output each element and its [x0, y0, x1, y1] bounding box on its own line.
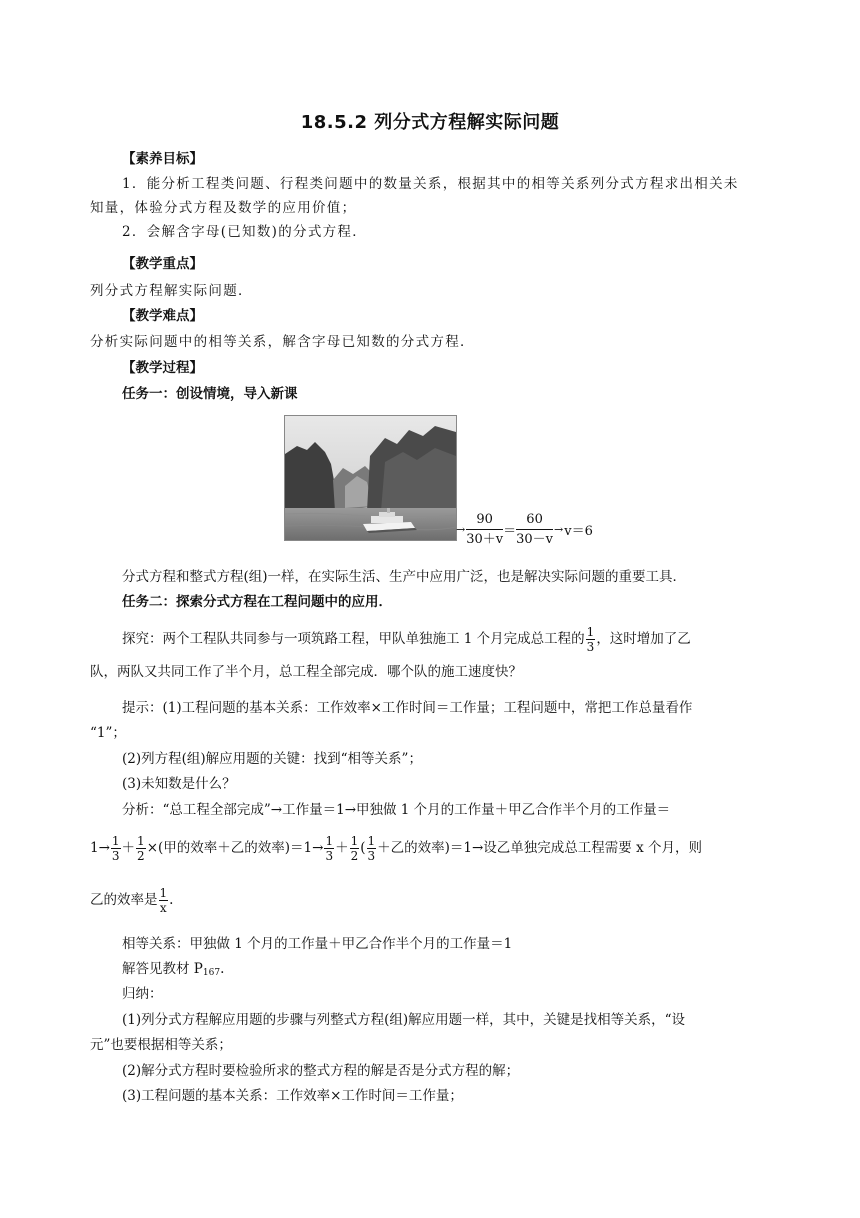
goal-1-line-a: 1．能分析工程类问题、行程类问题中的数量关系，根据其中的相等关系列分式方程求出相关未 [122, 176, 739, 192]
explore-text: 探究：两个工程队共同参与一项筑路工程，甲队单独施工 1 个月完成总工程的 [122, 631, 585, 647]
page-title: 18.5.2 列分式方程解实际问题 [300, 112, 560, 133]
fraction-one-half [350, 835, 360, 862]
hint-line-a: 提示：(1)工程问题的基本关系：工作效率×工作时间＝工作量；工程问题中，常把工作总量看作 [122, 700, 693, 716]
analysis-text: ＋乙的效率)＝1→设乙单独完成总工程需要 x 个月，则 [377, 840, 703, 856]
task2-heading: 任务二：探索分式方程在工程问题中的应用． [122, 594, 392, 610]
fraction-numerator: 1 [367, 834, 376, 848]
fraction-denominator: 2 [350, 849, 359, 863]
answer-line [122, 958, 224, 984]
analysis-line-c [90, 884, 173, 916]
fraction-denominator: x [159, 901, 167, 915]
hint-3: (3)未知数是什么？ [122, 776, 236, 792]
fraction-denominator: 30－v [516, 532, 554, 547]
goal-2: 2．会解含字母(已知数)的分式方程． [122, 224, 368, 240]
explore-text-tail: ，这时增加了乙 [596, 631, 691, 647]
fraction-denominator: 3 [367, 849, 376, 863]
fraction-numerator: 1 [586, 625, 595, 639]
fraction-numerator: 1 [325, 834, 334, 848]
fraction-60-over-30-minus-v [516, 513, 553, 546]
fraction-one-over-x [159, 887, 169, 914]
difficulty-text: 分析实际问题中的相等关系，解含字母已知数的分式方程． [90, 334, 475, 350]
fraction-denominator: 30＋v [466, 532, 504, 547]
hint-line-b: “1”； [90, 725, 126, 741]
goal-heading: 【素养目标】 [122, 151, 203, 167]
fraction-denominator: 3 [111, 849, 120, 863]
fraction-one-third [111, 835, 121, 862]
fraction-one-third [324, 835, 334, 862]
fraction-numerator: 60 [516, 513, 553, 530]
fraction-numerator: 90 [466, 513, 503, 530]
explore-line-a [122, 624, 691, 654]
fraction-numerator: 1 [350, 834, 359, 848]
analysis-line-a: 分析：“总工程全部完成”→工作量＝1→甲独做 1 个月的工作量＋甲乙合作半个月的工作量＝ [122, 802, 671, 818]
relation-line: 相等关系：甲独做 1 个月的工作量＋甲乙合作半个月的工作量＝1 [122, 936, 513, 952]
fraction-denominator: 3 [325, 849, 334, 863]
summary-2: (2)解分式方程时要检验所求的整式方程的解是否是分式方程的解； [122, 1063, 520, 1079]
hint-2: (2)列方程(组)解应用题的关键：找到“相等关系”； [122, 751, 422, 767]
speed-equation [455, 513, 593, 546]
arrow-icon: → [456, 523, 466, 536]
explore-line-c: 队，两队又共同工作了半个月，总工程全部完成．哪个队的施工速度快？ [90, 664, 522, 680]
plus-sign: ＋ [121, 840, 136, 856]
river-gorge-photo [284, 415, 457, 541]
fraction-90-over-30-plus-v [466, 513, 503, 546]
paren: ( [360, 840, 366, 856]
plus-sign: ＋ [335, 840, 349, 856]
fraction-one-half [136, 835, 146, 862]
intro-paragraph: 分式方程和整式方程(组)一样，在实际生活、生产中应用广泛，也是解决实际问题的重要工具． [122, 569, 687, 585]
answer-text: 解答见教材 P [122, 961, 203, 977]
analysis-text: ×(甲的效率＋乙的效率)＝1→ [146, 840, 324, 856]
arrow-icon: → [554, 523, 564, 536]
fraction-numerator: 1 [137, 834, 145, 848]
summary-heading: 归纳： [122, 986, 163, 1002]
key-text: 列分式方程解实际问题． [90, 283, 253, 299]
summary-1-line-a: (1)列分式方程解应用题的步骤与列整式方程(组)解应用题一样，其中，关键是找相等关系，“设 [122, 1012, 686, 1028]
summary-1-line-b: 元”也要根据相等关系； [90, 1037, 232, 1053]
difficulty-heading: 【教学难点】 [122, 308, 203, 324]
equation-result: v＝6 [564, 524, 593, 539]
fraction-numerator: 1 [111, 834, 120, 848]
fraction-one-third [586, 626, 596, 653]
task1-heading: 任务一：创设情境，导入新课 [122, 386, 298, 402]
fraction-denominator: 3 [586, 640, 595, 654]
analysis-text: 乙的效率是 [90, 892, 158, 908]
fraction-denominator: 2 [137, 849, 145, 863]
period: . [220, 961, 225, 977]
goal-1-line-b: 知量，体验分式方程及数学的应用价值； [90, 200, 357, 216]
equals-sign: ＝ [503, 524, 517, 539]
process-heading: 【教学过程】 [122, 360, 203, 376]
page-number-subscript: 167 [202, 968, 221, 978]
analysis-text: 1→ [90, 840, 110, 856]
period: . [169, 892, 174, 908]
fraction-one-third [367, 835, 377, 862]
analysis-line-b [90, 832, 702, 864]
key-heading: 【教学重点】 [122, 256, 203, 272]
fraction-numerator: 1 [159, 886, 168, 900]
summary-3: (3)工程问题的基本关系：工作效率×工作时间＝工作量； [122, 1088, 463, 1104]
